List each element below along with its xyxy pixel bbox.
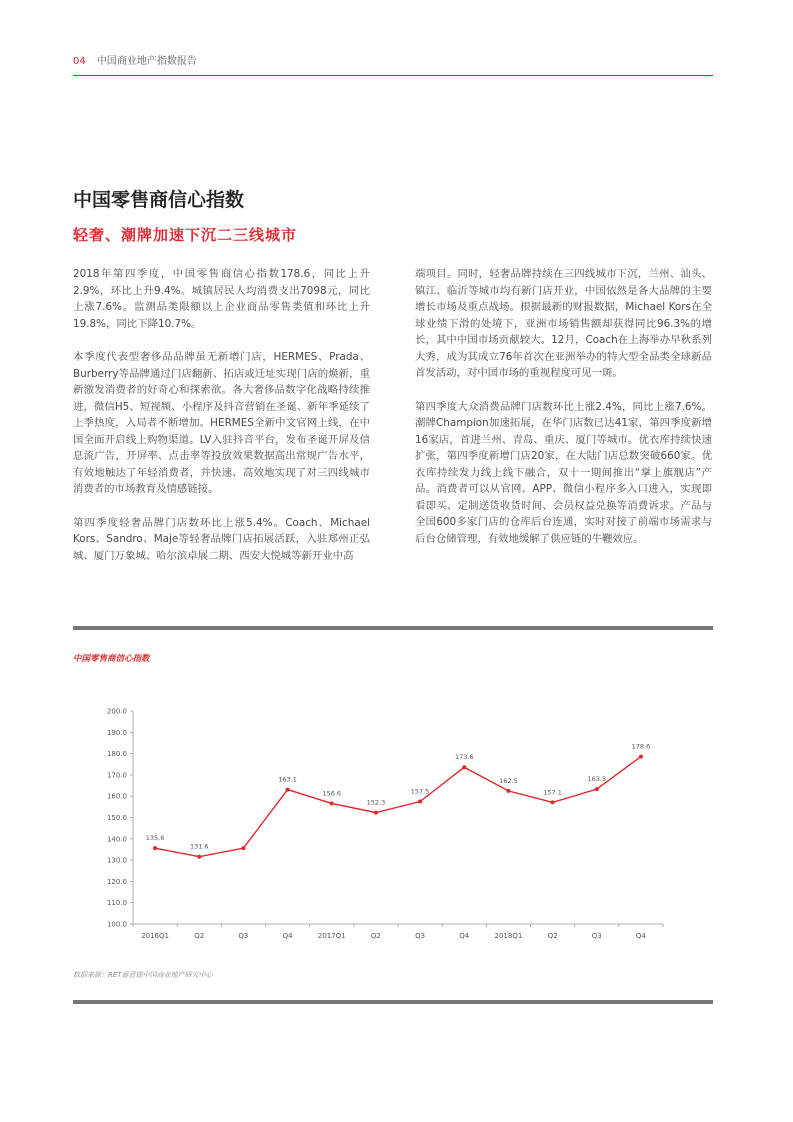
data-label: 163.3 xyxy=(587,775,607,784)
data-point xyxy=(374,811,378,815)
data-source-note: 数据来源：RET睿意德中国商业地产研究中心 xyxy=(73,971,213,979)
y-tick-label: 140.0 xyxy=(106,835,127,844)
x-tick-label: Q2 xyxy=(370,932,381,940)
y-tick-label: 130.0 xyxy=(106,856,127,865)
data-label: 135.6 xyxy=(145,834,165,843)
data-point xyxy=(153,846,157,850)
x-tick-label: 2017Q1 xyxy=(317,932,346,940)
x-tick-label: 2018Q1 xyxy=(494,932,523,940)
paragraph: 第四季度大众消费品牌门店数环比上涨2.4%，同比上涨7.6%。潮牌Champion加速拓展，在华门店数已达41家，第四季度新增16家店，首进兰州、青岛、重庆、厦门等城市。优衣库持续快速扩张，第四季度新增门店20家，在大陆门店总数突破660家。优衣库持续发力线上线下融合，双十一期间推出“掌上旗舰店”产品。消费者可以从官网、APP、微信小程序多入口进入，实现即看即买、定制送货收货时间、会员权益兑换等消费诉求。产品与全国600多家门店的仓库后台连通，实时对接了前端市场需求与后台仓储管理，有效地缓解了供应链的牛鞭效应。 xyxy=(415,400,712,545)
y-tick-label: 200.0 xyxy=(106,707,127,716)
y-tick-label: 180.0 xyxy=(106,750,127,759)
x-tick-label: 2016Q1 xyxy=(141,932,169,940)
paragraph: 本季度代表型奢侈品品牌虽无新增门店，HERMES、Prada、Burberry等品牌通过门店翻新、拓店或迁址实现门店的焕新，重新激发消费者的好奇心和探索欲。各大奢侈品数字化战略持续推进，微信H5、短视频、小程序及抖音营销在圣诞、新年季延续了上季热度，入局者不断增加。HERMES全新中文官网上线，在中国全面开启线上购物渠道。LV入驻抖音平台，发布圣诞开屏及信息流广告，开屏率、点击率等投放效果数据高出常规广告水平，有效地触达了年轻消费者，并快速、高效地实现了对三四线城市消费者的市场教育及情感链接。 xyxy=(73,351,370,495)
page-header xyxy=(73,52,197,67)
chart-top-rule xyxy=(73,626,713,630)
y-tick-label: 190.0 xyxy=(106,728,127,737)
header-divider xyxy=(73,75,713,76)
y-tick-label: 170.0 xyxy=(106,771,127,780)
section-title: 中国零售商信心指数 xyxy=(73,189,245,211)
page-number: 04 xyxy=(73,56,86,67)
data-point xyxy=(197,855,201,859)
x-tick-label: Q3 xyxy=(238,932,249,940)
x-tick-label: Q4 xyxy=(635,932,646,940)
paragraph: 第四季度轻奢品牌门店数环比上涨5.4%。Coach、Michael Kors、Sandro、Maje等轻奢品牌门店拓展活跃，入驻郑州正弘城、厦门万象城、哈尔滨卓展二期、西安大悦城等新开业中高 xyxy=(73,516,370,562)
data-label: 152.3 xyxy=(366,798,386,807)
y-tick-label: 120.0 xyxy=(106,877,127,886)
data-point xyxy=(506,789,510,793)
chart-bottom-rule xyxy=(73,1000,713,1004)
y-tick-label: 150.0 xyxy=(106,814,127,822)
data-label: 162.5 xyxy=(499,776,518,785)
data-point xyxy=(241,846,245,850)
x-tick-label: Q3 xyxy=(591,932,602,940)
data-label: 131.6 xyxy=(189,842,209,851)
x-tick-label: Q2 xyxy=(547,932,558,940)
data-point xyxy=(330,801,334,805)
y-tick-label: 110.0 xyxy=(106,899,127,908)
data-label: 156.6 xyxy=(322,789,342,798)
data-point xyxy=(462,765,466,769)
data-point xyxy=(639,755,643,759)
data-point xyxy=(551,800,555,804)
report-title: 中国商业地产指数报告 xyxy=(96,56,197,67)
data-point xyxy=(418,800,422,804)
data-label: 163.1 xyxy=(278,775,297,784)
series-line xyxy=(155,757,641,857)
data-label: 157.5 xyxy=(410,787,430,796)
x-tick-label: Q2 xyxy=(194,932,205,940)
body-column-left xyxy=(73,266,370,581)
x-tick-label: Q3 xyxy=(415,932,426,940)
data-point xyxy=(286,788,290,792)
x-tick-label: Q4 xyxy=(459,932,470,940)
chart-title: 中国零售商信心指数 xyxy=(73,654,150,664)
data-label: 178.6 xyxy=(631,742,651,751)
y-tick-label: 160.0 xyxy=(106,792,127,801)
body-column-right xyxy=(415,266,712,564)
section-subtitle: 轻奢、潮牌加速下沉二三线城市 xyxy=(73,226,298,244)
x-tick-label: Q4 xyxy=(282,932,293,940)
data-point xyxy=(595,787,599,791)
paragraph: 端项目。同时，轻奢品牌持续在三四线城市下沉，兰州、汕头、镇江、临沂等城市均有新门店开业，中国依然是各大品牌的主要增长市场及重点战场。根据最新的财报数据，Michael Kors在全球业绩下滑的处境下，亚洲市场销售额却获得同比96.3%的增长，其中中国市场贡献较大。12月，Coach在上海举办早秋系列大秀，成为其成立76年首次在亚洲举办的特大型全品类全球新品首发活动，对中国市场的重视程度可见一斑。 xyxy=(415,268,712,379)
line-chart xyxy=(73,695,673,955)
y-tick-label: 100.0 xyxy=(106,920,127,929)
data-label: 173.6 xyxy=(454,753,474,762)
data-label: 157.1 xyxy=(543,788,562,797)
paragraph: 2018年第四季度，中国零售商信心指数178.6，同比上升2.9%，环比上升9.4%。城镇居民人均消费支出7098元，同比上涨7.6%。监测品类限额以上企业商品零售类值和环比上升19.8%，同比下降10.7%。 xyxy=(73,268,370,330)
